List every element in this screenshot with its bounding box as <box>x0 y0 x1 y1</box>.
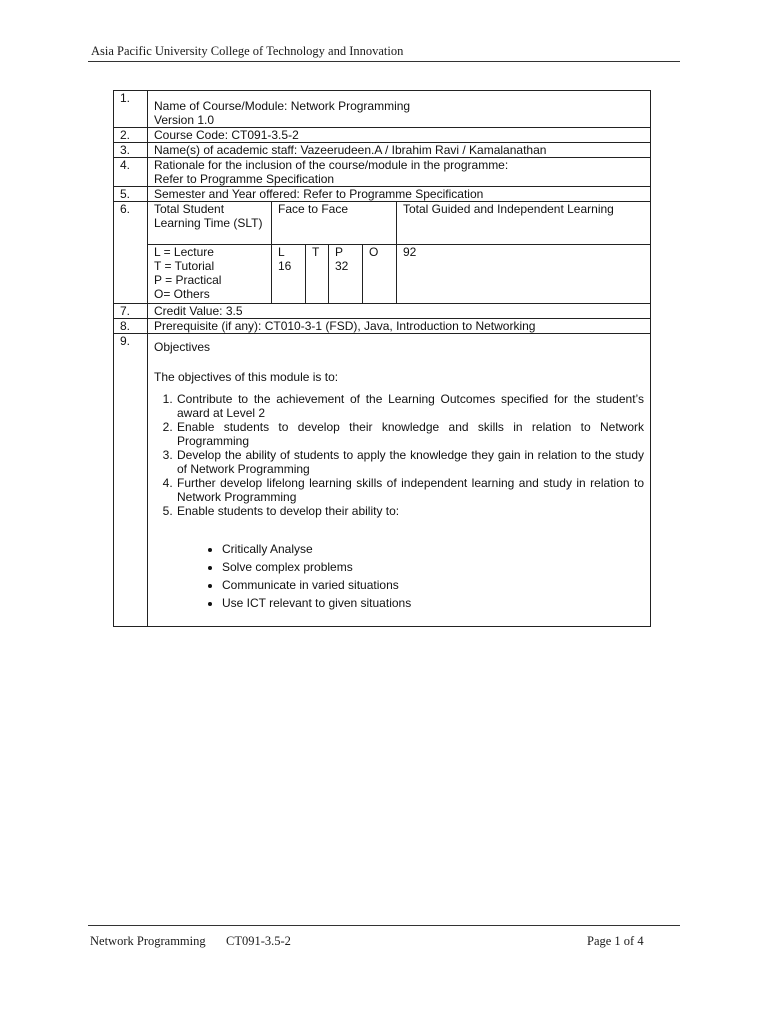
slt-tutorial-cell <box>306 245 329 304</box>
guided-learning-label: Total Guided and Independent Learning <box>397 202 651 245</box>
row-number: 4. <box>114 158 148 187</box>
row-number: 3. <box>114 143 148 158</box>
slt-label: Total Student Learning Time (SLT) <box>148 202 272 245</box>
objectives-list <box>154 392 644 518</box>
footer-page-number: Page 1 of 4 <box>587 934 644 948</box>
legend-practical: P = Practical <box>154 273 222 287</box>
list-item: 3. Develop the ability of students to apply the knowledge they gain in relation to the study of Network Programming <box>176 448 644 476</box>
table-row <box>114 334 651 627</box>
objectives-cell <box>148 334 651 627</box>
row-number: 9. <box>114 334 148 627</box>
table-row <box>114 245 651 304</box>
slt-total: 92 <box>397 245 651 304</box>
course-version: Version 1.0 <box>154 113 215 127</box>
header-rule <box>88 61 680 62</box>
slt-lecture-label: L <box>278 245 285 259</box>
row-number: 8. <box>114 319 148 334</box>
footer-module: Network Programming <box>90 934 206 948</box>
objectives-intro: The objectives of this module is to: <box>154 370 339 384</box>
list-item: • Critically Analyse <box>222 540 644 558</box>
legend-tutorial: T = Tutorial <box>154 259 215 273</box>
course-code: Course Code: CT091-3.5-2 <box>148 128 651 143</box>
slt-lecture-hours: 16 <box>278 259 292 273</box>
list-item: 1. Contribute to the achievement of the Learning Outcomes specified for the student’s award at Level 2 <box>176 392 644 420</box>
table-row <box>114 128 651 143</box>
page-header: Asia Pacific University College of Technology and Innovation <box>91 44 404 58</box>
list-item: • Solve complex problems <box>222 558 644 576</box>
semester-offered: Semester and Year offered: Refer to Programme Specification <box>148 187 651 202</box>
objectives-title: Objectives <box>154 340 211 354</box>
rationale-value: Refer to Programme Specification <box>154 172 335 186</box>
list-item: 2. Enable students to develop their knowledge and skills in relation to Network Programming <box>176 420 644 448</box>
slt-tutorial-label: T <box>312 245 320 259</box>
table-row <box>114 158 651 187</box>
slt-practical-cell <box>329 245 363 304</box>
prerequisite: Prerequisite (if any): CT010-3-1 (FSD), Java, Introduction to Networking <box>148 319 651 334</box>
credit-value: Credit Value: 3.5 <box>148 304 651 319</box>
rationale-cell <box>148 158 651 187</box>
slt-lecture-cell <box>272 245 306 304</box>
slt-legend <box>148 245 272 304</box>
table-row <box>114 319 651 334</box>
module-spec-table <box>113 90 651 627</box>
table-row <box>114 91 651 128</box>
academic-staff: Name(s) of academic staff: Vazeerudeen.A / Ibrahim Ravi / Kamalanathan <box>148 143 651 158</box>
table-row <box>114 143 651 158</box>
course-name: Name of Course/Module: Network Programming <box>154 99 411 113</box>
row-number: 6. <box>114 202 148 304</box>
slt-others-cell <box>363 245 397 304</box>
slt-practical-label: P <box>335 245 344 259</box>
table-row <box>114 304 651 319</box>
slt-others-label: O <box>369 245 379 259</box>
skills-list <box>154 540 644 612</box>
row-number: 2. <box>114 128 148 143</box>
table-row <box>114 202 651 245</box>
row-number: 5. <box>114 187 148 202</box>
row-number: 1. <box>114 91 148 128</box>
list-item: 4. Further develop lifelong learning skills of independent learning and study in relation to Network Programming <box>176 476 644 504</box>
list-item: 5. Enable students to develop their ability to: <box>176 504 644 518</box>
list-item: • Use ICT relevant to given situations <box>222 594 644 612</box>
course-name-cell <box>148 91 651 128</box>
footer-rule <box>88 925 680 926</box>
legend-lecture: L = Lecture <box>154 245 214 259</box>
legend-others: O= Others <box>154 287 210 301</box>
footer-code: CT091-3.5-2 <box>226 934 291 948</box>
row-number: 7. <box>114 304 148 319</box>
rationale-label: Rationale for the inclusion of the course/module in the programme: <box>154 158 509 172</box>
slt-practical-hours: 32 <box>335 259 349 273</box>
list-item: • Communicate in varied situations <box>222 576 644 594</box>
face-to-face-label: Face to Face <box>272 202 397 245</box>
table-row <box>114 187 651 202</box>
